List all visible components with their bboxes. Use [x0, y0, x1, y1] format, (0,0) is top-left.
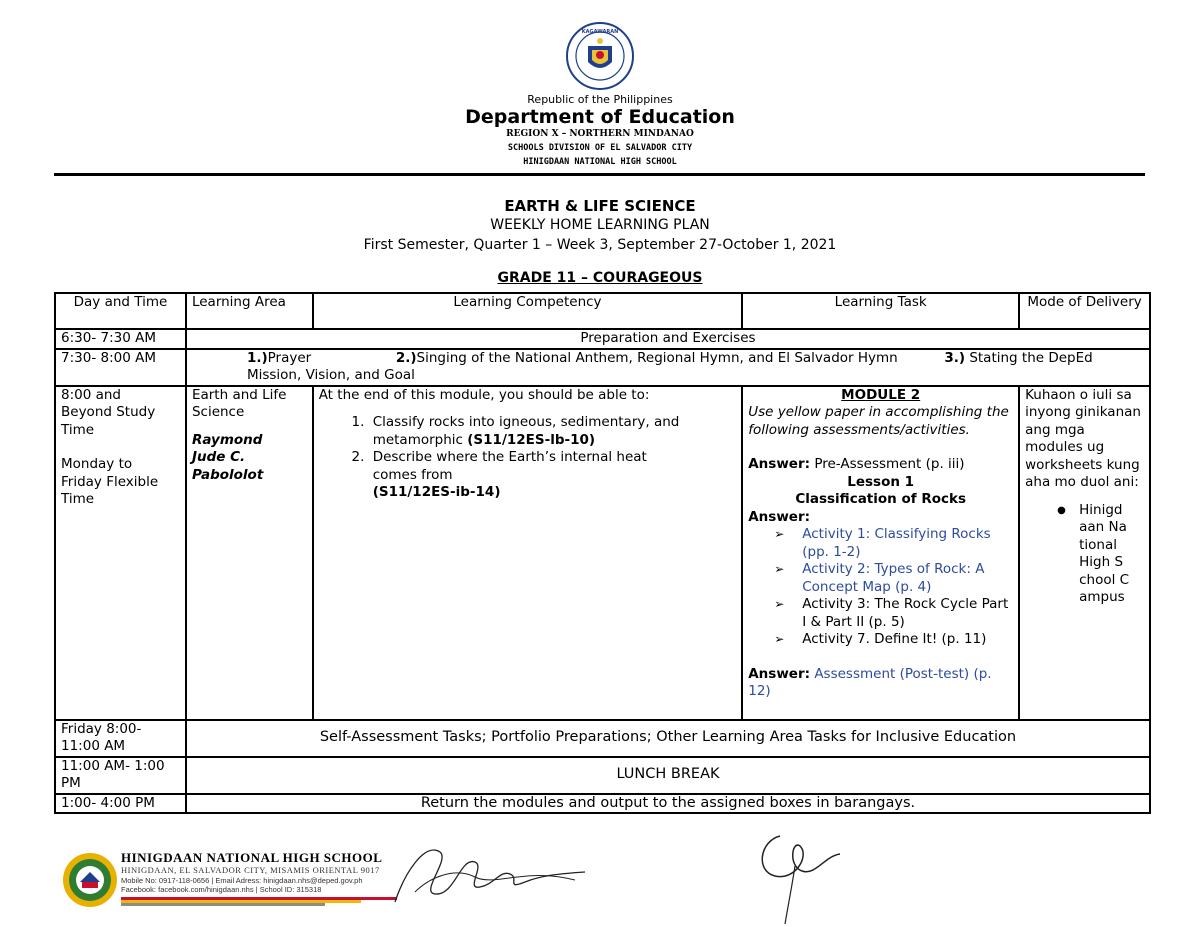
time-cell: [55, 386, 186, 720]
footer-color-bars: [121, 897, 397, 906]
delivery-text: Kuhaon o iuli sa inyong ginikanan ang mga modules ug worksheets kung aha mo duol ani:: [1025, 386, 1141, 490]
module-instructions: Use yellow paper in accomplishing the following assessments/activities.: [748, 404, 1009, 438]
time-cell: 7:30- 8:00 AM: [55, 349, 186, 386]
arrow-bullet-icon: ➢: [774, 597, 785, 611]
deped-seal: [566, 22, 634, 90]
header-cell: Day and Time: [55, 293, 186, 329]
item-number: 1.): [246, 349, 268, 366]
header-divider: [54, 173, 1145, 176]
answer-label: Answer:: [748, 456, 811, 472]
list-item: [1057, 502, 1129, 607]
gray-bar: [121, 903, 325, 906]
grade-title: GRADE 11 – COURAGEOUS: [497, 270, 703, 286]
region-text: REGION X – NORTHERN MINDANAO: [506, 129, 694, 139]
footer-contact: Mobile No: 0917-118-0656 | Email Adress: hinigdaan.nhs@deped.gov.ph: [121, 876, 363, 885]
item-number: 2.): [395, 349, 417, 366]
competency-list: [319, 414, 737, 502]
list-item: [369, 449, 737, 502]
learning-area-text: Earth and Life Science: [191, 386, 287, 420]
delivery-cell: [1019, 386, 1150, 720]
table-row: [55, 329, 1150, 349]
header-cell: Learning Competency: [313, 293, 743, 329]
activity-cell: LUNCH BREAK: [186, 757, 1150, 794]
activity-list: [748, 526, 1013, 649]
activity-text: Activity 3: The Rock Cycle Part I & Part II (p. 5): [802, 596, 1009, 630]
header-cell: Mode of Delivery: [1019, 293, 1150, 329]
semester-text: First Semester, Quarter 1 – Week 3, September 27-October 1, 2021: [363, 237, 837, 253]
delivery-item: Hinigdaan National High School Campus: [1079, 501, 1130, 605]
republic-text: Republic of the Philippines: [527, 93, 673, 106]
time-text: 8:00 and Beyond Study Time: [61, 386, 156, 438]
subject-title: EARTH & LIFE SCIENCE: [504, 197, 696, 215]
activity-text: Activity 7. Define It! (p. 11): [802, 631, 987, 647]
list-item: [774, 526, 1013, 561]
item-number: 3.): [944, 349, 966, 366]
time-cell: 6:30- 7:30 AM: [55, 329, 186, 349]
signature-2: [740, 826, 850, 926]
plan-title: WEEKLY HOME LEARNING PLAN: [490, 217, 710, 233]
delivery-list: [1025, 502, 1144, 607]
time-text: Monday to Friday Flexible Time: [61, 456, 159, 507]
activity-cell: Self-Assessment Tasks; Portfolio Preparations; Other Learning Area Tasks for Inclusive Education: [186, 720, 1150, 757]
plan-titles: [0, 196, 1200, 287]
post-assessment-link[interactable]: Assessment (Post-test) (p. 12): [748, 665, 992, 699]
svg-text:KAGAWARAN: KAGAWARAN: [581, 29, 619, 35]
arrow-bullet-icon: ➢: [774, 632, 785, 646]
activity-cell: Return the modules and output to the assigned boxes in barangays.: [186, 794, 1150, 814]
list-item: [774, 631, 1013, 649]
activity-cell: [186, 349, 1150, 386]
item-text: Stating the DepEd Mission, Vision, and Goal: [246, 349, 1093, 383]
lesson-number: Lesson 1: [847, 473, 915, 490]
time-cell: 1:00- 4:00 PM: [55, 794, 186, 814]
table-row: [55, 386, 1150, 720]
footer-school: HINIGDAAN NATIONAL HIGH SCHOOL: [121, 850, 383, 865]
answer-label: Answer:: [748, 508, 811, 525]
activity-cell: Preparation and Exercises: [186, 329, 1150, 349]
competency-cell: [313, 386, 743, 720]
school-logo: [62, 852, 118, 908]
signature-1: [385, 832, 595, 912]
competency-intro: At the end of this module, you should be able to:: [318, 386, 650, 403]
lesson-title: Classification of Rocks: [795, 491, 967, 507]
activity-link[interactable]: Activity 1: Classifying Rocks (pp. 1-2): [802, 526, 991, 560]
table-row: [55, 720, 1150, 757]
header-cell: Learning Task: [742, 293, 1019, 329]
table-row: [55, 349, 1150, 386]
post-assessment: [748, 666, 1013, 701]
pre-assessment: [748, 456, 1013, 474]
table-header-row: [55, 293, 1150, 329]
competency-code: (S11/12ES-lb-10): [467, 431, 596, 448]
list-item: [774, 561, 1013, 596]
list-item: [774, 596, 1013, 631]
competency-text: 2. Describe where the Earth’s internal heat comes from: [372, 449, 647, 483]
item-text: Singing of the National Anthem, Regional Hymn, and El Salvador Hymn: [416, 349, 898, 366]
time-cell: Friday 8:00-11:00 AM: [55, 720, 186, 757]
learning-plan-table: [54, 292, 1151, 814]
division-text: SCHOOLS DIVISION OF EL SALVADOR CITY: [507, 143, 693, 153]
footer-info: [121, 851, 421, 894]
competency-code: (S11/12ES-ib-14): [372, 484, 501, 500]
school-text: HINIGDAAN NATIONAL HIGH SCHOOL: [523, 157, 677, 167]
item-text: Prayer: [267, 349, 312, 366]
list-item: [369, 414, 737, 449]
department-title: Department of Education: [465, 106, 735, 128]
header-cell: Learning Area: [186, 293, 313, 329]
time-cell: 11:00 AM- 1:00 PM: [55, 757, 186, 794]
arrow-bullet-icon: ➢: [774, 527, 785, 541]
teacher-name: Raymond Jude C. Pabololot: [191, 431, 264, 483]
module-title: MODULE 2: [841, 386, 921, 403]
table-row: [55, 757, 1150, 794]
learning-task-cell: [742, 386, 1019, 720]
activity-link[interactable]: Activity 2: Types of Rock: A Concept Map (p. 4): [802, 561, 985, 595]
arrow-bullet-icon: ➢: [774, 562, 785, 576]
answer-label: Answer:: [748, 665, 811, 682]
footer-address: HINIGDAAN, EL SALVADOR CITY, MISAMIS ORIENTAL 9017: [121, 865, 380, 875]
table-row: [55, 794, 1150, 814]
pre-assessment-text: Pre-Assessment (p. iii): [814, 456, 965, 472]
learning-area-cell: [186, 386, 313, 720]
footer-facebook: Facebook: facebook.com/hinigdaan.nhs | School ID: 315318: [121, 885, 322, 894]
letterhead: [0, 93, 1200, 169]
competency-text: Classify rocks into igneous, sedimentary, and metamorphic: [372, 414, 680, 448]
